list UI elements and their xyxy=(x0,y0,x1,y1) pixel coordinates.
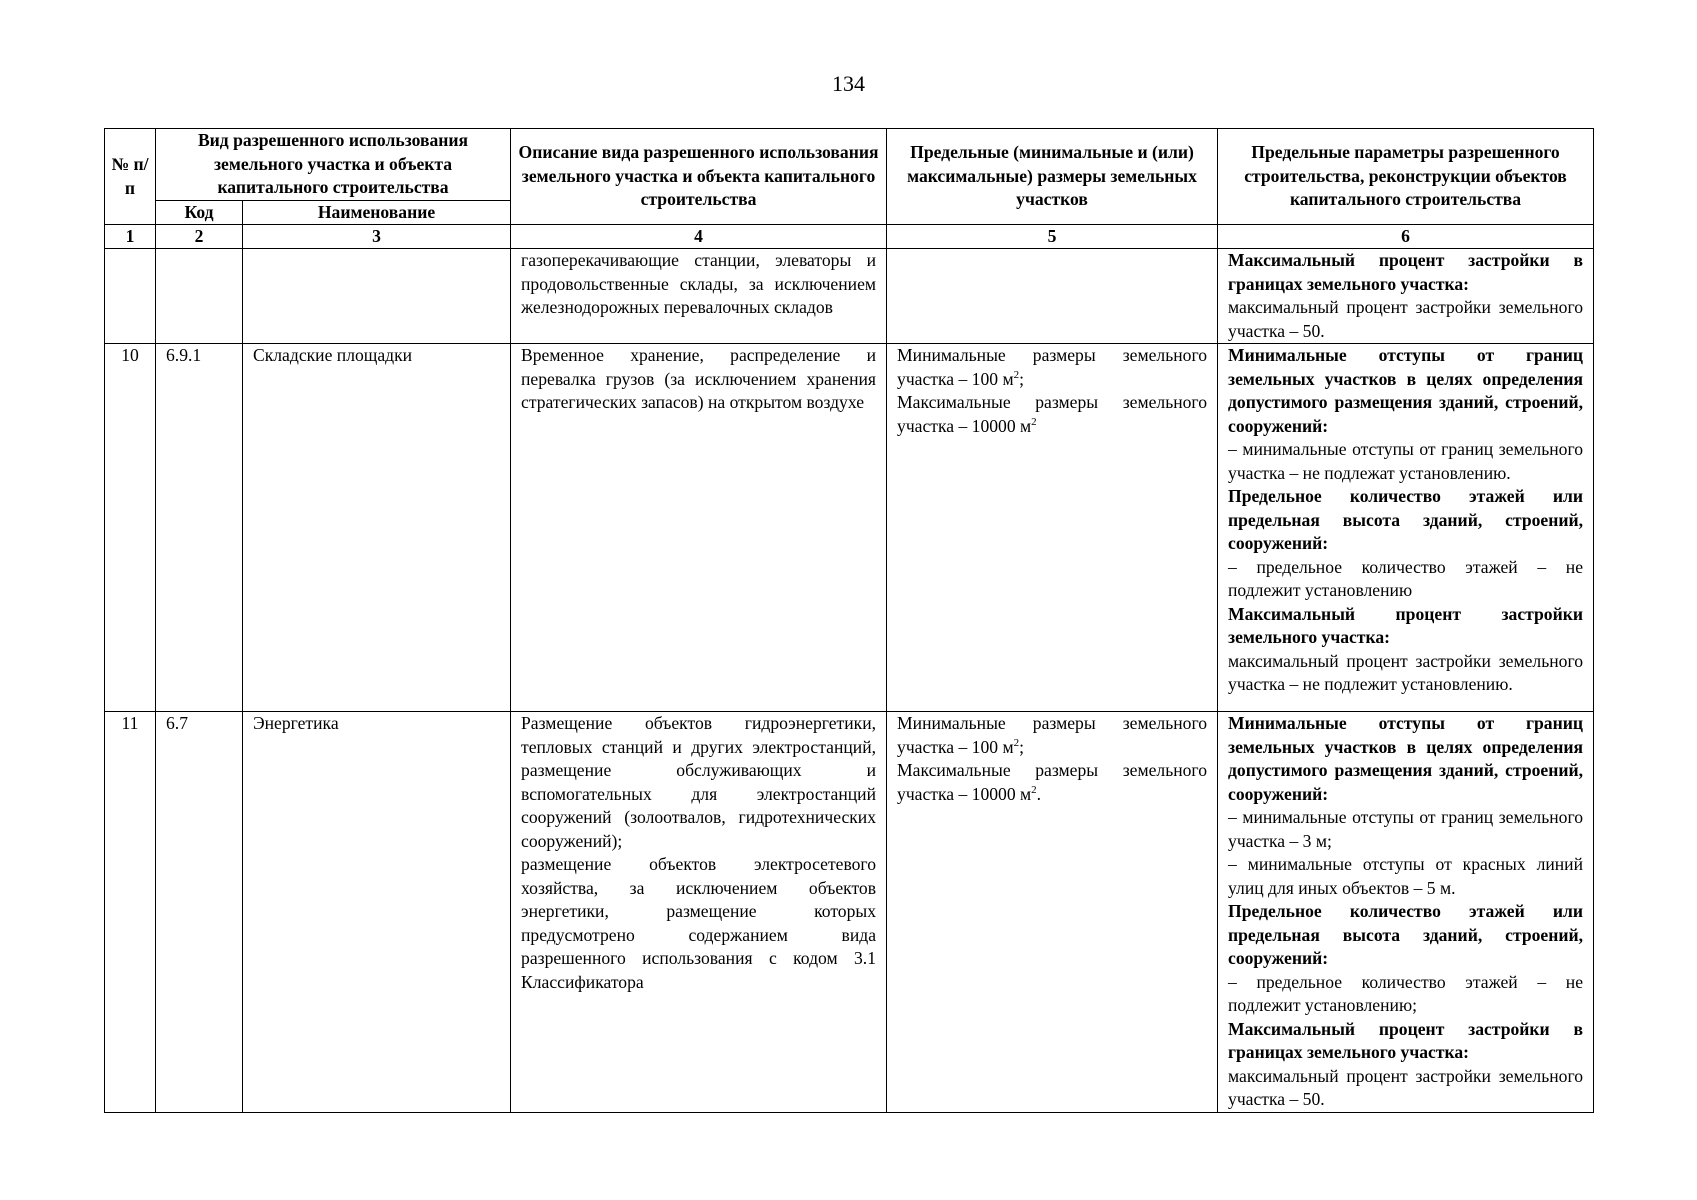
param-title xyxy=(1228,485,1583,556)
description-paragraph: Временное хранение, распределение и перевалка грузов (за исключением хранения стратегических запасов) на открытом воздухе xyxy=(521,345,877,412)
header-description: Описание вида разрешенного использования земельного участка и объекта капитального строительства xyxy=(511,129,887,225)
row-description-cell xyxy=(511,249,887,344)
description-paragraph: газоперекачивающие станции, элеваторы и продовольственные склады, за исключением железнодорожных перевалочных складов xyxy=(521,250,877,317)
description-paragraph: Размещение объектов гидроэнергетики, тепловых станций и других электростанций, размещение обслуживающих и вспомогательных для электростанций сооружений (золоотвалов, гидротехнических сооружений); xyxy=(521,713,877,851)
row-sizes-cell xyxy=(887,344,1218,712)
param-text: максимальный процент застройки земельного участка – 50. xyxy=(1228,297,1584,341)
superscript-2: 2 xyxy=(1013,736,1020,749)
row-name-cell: Энергетика xyxy=(243,712,511,1113)
param-title-text: Максимальный процент застройки в границах земельного участка: xyxy=(1228,1018,1584,1062)
row-description-cell xyxy=(511,712,887,1113)
table-row xyxy=(105,249,1594,344)
header-name: Наименование xyxy=(243,200,511,225)
param-text: – предельное количество этажей – не подлежит установлению; xyxy=(1228,971,1584,1015)
header-number-3: 3 xyxy=(243,225,511,249)
superscript-2: 2 xyxy=(1031,783,1037,796)
param-title xyxy=(1228,603,1583,650)
param-text: – минимальные отступы от красных линий улиц для иных объектов – 5 м. xyxy=(1228,854,1584,898)
param-text: – минимальные отступы от границ земельного участка – 3 м; xyxy=(1228,807,1584,851)
size-line: Максимальные размеры земельного участка – 10000 $м^2$. xyxy=(897,760,1208,804)
param-text: максимальный процент застройки земельного участка – 50. xyxy=(1228,1065,1584,1109)
param-title-text: Предельное количество этажей или предельная высота зданий, строений, сооружений: xyxy=(1228,486,1584,553)
row-params-cell xyxy=(1218,344,1594,712)
row-code-cell: 6.7 xyxy=(156,712,243,1113)
row-sizes-cell xyxy=(887,249,1218,344)
header-number-5: 5 xyxy=(887,225,1218,249)
row-number-cell: 11 xyxy=(105,712,156,1113)
header-number-1: 1 xyxy=(105,225,156,249)
superscript-2: 2 xyxy=(1013,368,1020,381)
param-text: максимальный процент застройки земельного участка – не подлежит установлению. xyxy=(1228,650,1584,694)
param-title-text: Предельное количество этажей или предельная высота зданий, строений, сооружений: xyxy=(1228,901,1584,968)
param-title-text: Минимальные отступы от границ земельных участков в целях определения допустимого размещения зданий, строений, сооружений: xyxy=(1228,345,1584,436)
table-row xyxy=(105,712,1594,1113)
param-title xyxy=(1228,1018,1583,1065)
header-no: № п/п xyxy=(105,129,156,225)
size-line: Минимальные размеры земельного участка – 100 $м^2$; xyxy=(897,345,1208,389)
row-params-cell xyxy=(1218,249,1594,344)
header-construction-params: Предельные параметры разрешенного строительства, реконструкции объектов капитального строительства xyxy=(1218,129,1594,225)
param-title xyxy=(1228,900,1583,971)
header-plot-sizes: Предельные (минимальные и (или) максимальные) размеры земельных участков xyxy=(887,129,1218,225)
page-number: 134 xyxy=(832,71,865,96)
header-permitted-use: Вид разрешенного использования земельного участка и объекта капитального строительства xyxy=(156,129,511,201)
param-text: – предельное количество этажей – не подлежит установлению xyxy=(1228,556,1584,600)
row-number-cell xyxy=(105,249,156,344)
param-text: – минимальные отступы от границ земельного участка – не подлежат установлению. xyxy=(1228,439,1584,483)
header-number-6: 6 xyxy=(1218,225,1594,249)
param-title xyxy=(1228,712,1583,806)
superscript-2: 2 xyxy=(1031,415,1037,428)
regulations-table xyxy=(104,128,1594,1113)
row-sizes-cell xyxy=(887,712,1218,1113)
size-line: Минимальные размеры земельного участка – 100 $м^2$; xyxy=(897,713,1208,757)
row-name-cell: Складские площадки xyxy=(243,344,511,712)
header-number-2: 2 xyxy=(156,225,243,249)
row-code-cell xyxy=(156,249,243,344)
size-line: Максимальные размеры земельного участка – 10000 $м^2$ xyxy=(897,392,1208,436)
param-title-text: Максимальный процент застройки земельного участка: xyxy=(1228,603,1584,647)
param-title-text: Минимальные отступы от границ земельных участков в целях определения допустимого размещения зданий, строений, сооружений: xyxy=(1228,713,1584,804)
param-title xyxy=(1228,249,1583,296)
header-number-4: 4 xyxy=(511,225,887,249)
row-description-cell xyxy=(511,344,887,712)
row-number-cell: 10 xyxy=(105,344,156,712)
row-params-cell xyxy=(1218,712,1594,1113)
table-body xyxy=(105,249,1594,1113)
row-name-cell xyxy=(243,249,511,344)
description-paragraph: размещение объектов электросетевого хозяйства, за исключением объектов энергетики, размещение которых предусмотрено содержанием вида разрешенного использования с кодом 3.1 Классификатора xyxy=(521,854,877,992)
param-title xyxy=(1228,344,1583,438)
row-code-cell: 6.9.1 xyxy=(156,344,243,712)
param-title-text: Максимальный процент застройки в границах земельного участка: xyxy=(1228,250,1584,294)
header-code: Код xyxy=(156,200,243,225)
table-row xyxy=(105,344,1594,712)
